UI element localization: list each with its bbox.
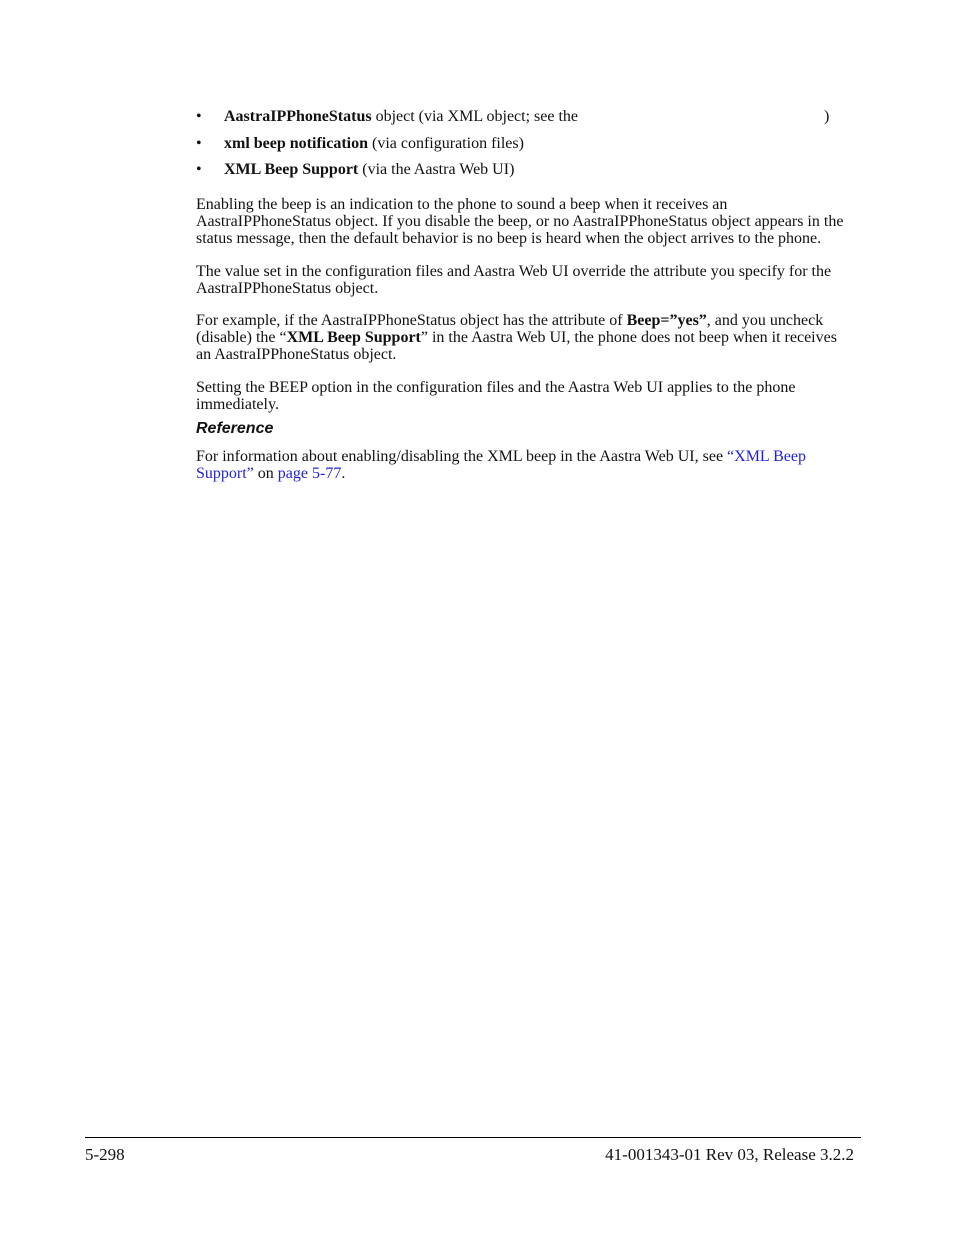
footer-page-number: 5-298 (85, 1145, 125, 1164)
bullet-item-web-ui (196, 161, 856, 179)
bullet-text: (via configuration files) (368, 134, 524, 152)
bullet-text: object (via XML object; see the (371, 108, 579, 125)
bullet-term: xml beep notification (224, 134, 368, 152)
footer-divider (85, 1137, 861, 1138)
xml-beep-support-link[interactable]: “XML Beep Support” (196, 448, 806, 482)
example-text-1: For example, if the AastraIPPhoneStatus object has the attribute of (196, 312, 627, 329)
bullet-marker: • (196, 108, 202, 125)
paragraph-example (196, 312, 856, 363)
paragraph-enabling-beep: Enabling the beep is an indication to the phone to sound a beep when it receives an AastraIPPhoneStatus object. If you disable the beep, or no AastraIPPhoneStatus object appears in the status message, then the default behavior is no beep is heard when the object arrives to the phone. (196, 196, 844, 247)
paragraph-override: The value set in the configuration files and Aastra Web UI override the attribute you specify for the AastraIPPhoneStatus object. (196, 262, 832, 297)
bullet-item-status-object (196, 108, 856, 126)
document-body (196, 108, 856, 482)
reference-paragraph (196, 448, 856, 482)
bullet-term: AastraIPPhoneStatus (224, 108, 372, 125)
bullet-text: (via the Aastra Web UI) (358, 161, 515, 178)
example-bold-setting: XML Beep Support (286, 329, 421, 346)
page-reference-link[interactable]: page 5-77 (277, 465, 342, 482)
reference-text-after: . (341, 465, 346, 482)
example-text-3: ” in the Aastra Web UI, the phone does not beep when it receives an AastraIPPhoneStatus object. (196, 329, 837, 363)
bullet-trailing: ) (824, 108, 830, 125)
bullet-item-config-files (196, 135, 856, 153)
bullet-marker: • (196, 134, 202, 152)
bullet-term: XML Beep Support (224, 161, 359, 178)
paragraph-setting-beep: Setting the BEEP option in the configuration files and the Aastra Web UI applies to the phone immediately. (196, 378, 796, 413)
bullet-marker: • (196, 161, 202, 178)
reference-text-before: For information about enabling/disabling the XML beep in the Aastra Web UI, see (196, 448, 728, 465)
reference-heading: Reference (196, 420, 274, 437)
reference-text-mid: on (253, 465, 278, 482)
example-text-2: , and you uncheck (disable) the “ (196, 312, 824, 346)
example-bold-beep: Beep=”yes” (626, 312, 707, 329)
footer-document-id: 41-001343-01 Rev 03, Release 3.2.2 (605, 1145, 854, 1164)
